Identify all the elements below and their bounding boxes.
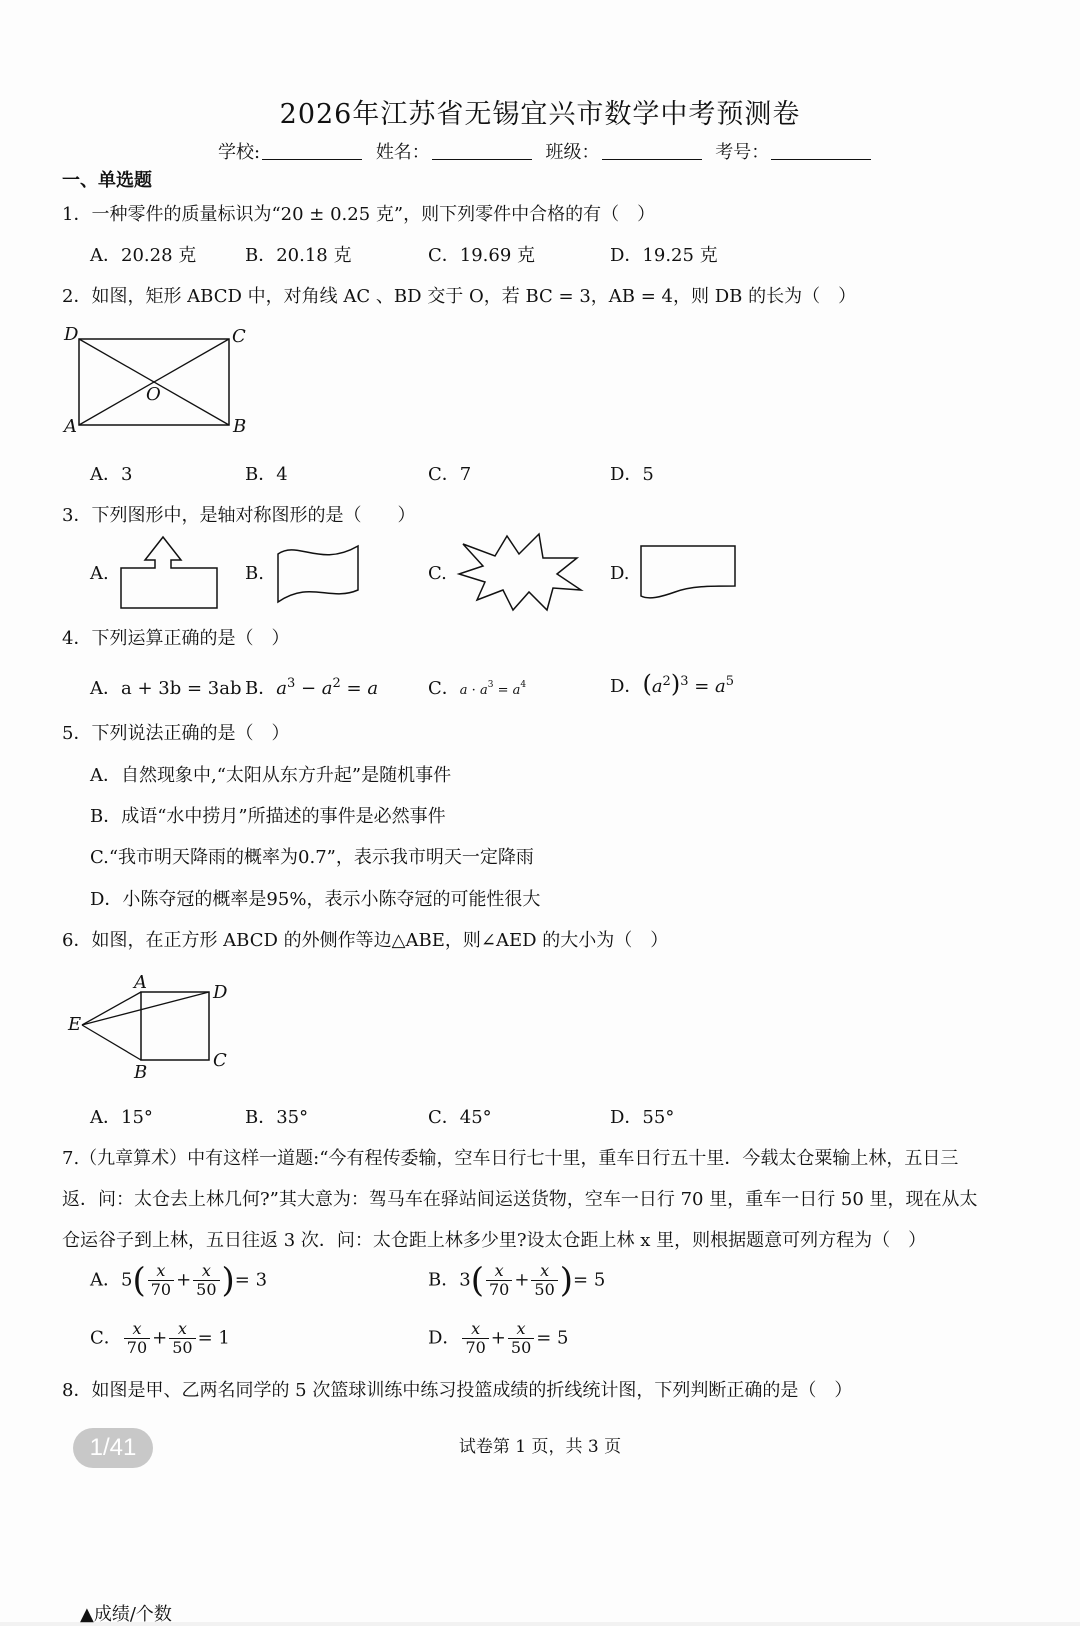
document-shape (635, 540, 745, 606)
question-5-option-d: D．小陈夺冠的概率是95%，表示小陈夺冠的可能性很大 (90, 889, 541, 910)
number-blank (771, 143, 871, 160)
question-1-option-d: D．19.25 克 (610, 245, 718, 266)
question-2-option-b: B．4 (245, 464, 288, 485)
question-7-line-2: 返．问：太仓去上林几何?”其大意为：驾马车在驿站间运送货物，空车一日行 70 里，重车一日行 50 里，现在从太 (62, 1189, 978, 1210)
class-label: 班级： (545, 142, 600, 163)
question-4-stem: 4．下列运算正确的是（ ） (62, 628, 290, 649)
option-c-prefix: C． (90, 1327, 122, 1349)
wave-flag-shape (270, 540, 370, 610)
school-label: 学校: (218, 142, 261, 163)
starburst-shape (455, 530, 590, 615)
label-o: O (146, 384, 161, 405)
page-footer: 试卷第 1 页，共 3 页 (458, 1437, 622, 1457)
label-d: D (64, 324, 79, 345)
question-3-stem: 3．下列图形中，是轴对称图形的是（ ） (62, 505, 416, 526)
question-4-option-a: A．a + 3b = 3ab (90, 678, 242, 699)
question-3-option-d: D. (610, 563, 630, 584)
label-a: A (64, 416, 77, 437)
question-7-option-c: C． $\frac{x}{70}$ + $\frac{x}{50}$ = 1 (90, 1319, 230, 1357)
square-triangle-figure (62, 970, 242, 1082)
question-3-option-c: C. (428, 563, 447, 584)
question-6-option-a: A．15° (90, 1107, 153, 1128)
page-indicator-badge[interactable]: 1/41 (73, 1428, 153, 1468)
question-6-option-b: B．35° (245, 1107, 309, 1128)
question-1-option-b: B．20.18 克 (245, 245, 352, 266)
rectangle-abcd-figure (60, 322, 260, 442)
option-d-prefix: D． (610, 676, 643, 697)
option-a-prefix: A． (90, 1269, 121, 1291)
name-blank (432, 143, 532, 160)
question-7-line-3: 仓运谷子到上林，五日往返 3 次．问：太仓距上林多少里?设太仓距上林 x 里，则根据题意可列方程为（ ） (62, 1230, 927, 1251)
question-3-option-b: B. (245, 563, 264, 584)
question-2-option-a: A．3 (90, 464, 133, 485)
question-7-option-a: A．5( $\frac{x}{70}$ + $\frac{x}{50}$ )= 3 (90, 1260, 268, 1301)
question-4-option-c: C．$a \cdot a^3 = a^4$ (428, 678, 527, 699)
section-heading: 一、单选题 (62, 170, 152, 191)
question-7-option-d: D． $\frac{x}{70}$ + $\frac{x}{50}$ = 5 (428, 1319, 569, 1357)
question-2-option-d: D．5 (610, 464, 654, 485)
segment-ea (82, 992, 141, 1025)
student-info-row (218, 138, 879, 164)
question-4-option-b: B．$a^3 - a^2 = a$ (245, 676, 379, 699)
segment-eb (82, 1025, 141, 1060)
exam-title: 2026年江苏省无锡宜兴市数学中考预测卷 (279, 99, 801, 130)
label-a: A (134, 972, 147, 993)
question-1-option-c: C．19.69 克 (428, 245, 536, 266)
question-5-option-a: A．自然现象中,“太阳从东方升起”是随机事件 (90, 765, 452, 786)
question-6-stem: 6．如图，在正方形 ABCD 的外侧作等边△ABE，则∠AED 的大小为（ ） (62, 930, 669, 951)
next-page-partial-label: ▲成绩/个数 (80, 1604, 172, 1625)
square-abcd (141, 992, 209, 1060)
option-d-prefix: D． (428, 1327, 461, 1349)
option-c-prefix: C． (428, 678, 460, 699)
question-7-line-1: 7.（九章算术）中有这样一道题:“今有程传委输，空车日行七十里，重车日行五十里．今载太仓粟输上林，五日三 (62, 1148, 959, 1169)
school-blank (262, 143, 362, 160)
question-5-stem: 5．下列说法正确的是（ ） (62, 723, 290, 744)
class-blank (602, 143, 702, 160)
label-b: B (233, 416, 247, 437)
question-4-option-d: D．$(a^2)^3 = a^5$ (610, 670, 735, 698)
question-7-option-b: B．3( $\frac{x}{70}$ + $\frac{x}{50}$ )= 5 (428, 1260, 606, 1301)
question-2-stem: 2．如图，矩形 ABCD 中，对角线 AC 、BD 交于 O，若 BC = 3，AB = 4，则 DB 的长为（ ） (62, 286, 857, 307)
arrow-box-shape (115, 532, 225, 614)
option-b-prefix: B． (428, 1269, 460, 1291)
name-label: 姓名： (375, 142, 430, 163)
question-1-option-a: A．20.28 克 (90, 245, 197, 266)
question-6-option-d: D．55° (610, 1107, 675, 1128)
label-c: C (232, 326, 246, 347)
label-d: D (213, 982, 228, 1003)
label-e: E (68, 1014, 82, 1035)
question-1-stem: 1．一种零件的质量标识为“20 ± 0.25 克”，则下列零件中合格的有（ ） (62, 204, 656, 225)
segment-ed (82, 992, 209, 1025)
option-b-prefix: B． (245, 678, 277, 699)
question-3-option-a: A. (90, 563, 109, 584)
question-5-option-c: C.“我市明天降雨的概率为0.7”，表示我市明天一定降雨 (90, 847, 534, 868)
question-6-option-c: C．45° (428, 1107, 492, 1128)
question-5-option-b: B．成语“水中捞月”所描述的事件是必然事件 (90, 806, 446, 827)
question-2-option-c: C．7 (428, 464, 472, 485)
number-label: 考号： (715, 142, 770, 163)
question-8-stem: 8．如图是甲、乙两名同学的 5 次篮球训练中练习投篮成绩的折线统计图，下列判断正确的是（ ） (62, 1380, 853, 1401)
label-c: C (213, 1050, 227, 1071)
label-b: B (134, 1062, 148, 1082)
